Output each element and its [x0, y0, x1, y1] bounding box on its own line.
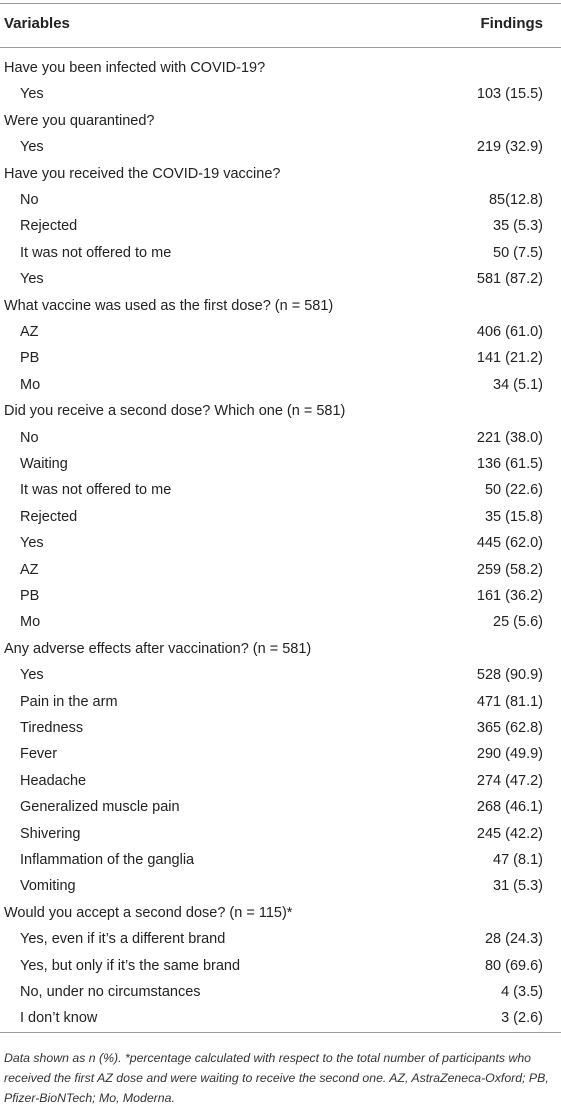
- table-row: [0, 345, 561, 371]
- row-label: Generalized muscle pain: [20, 799, 180, 816]
- row-label: Yes, but only if it’s the same brand: [20, 957, 241, 974]
- table-row: [0, 425, 561, 451]
- row-value: 3 (2.6): [501, 1010, 543, 1027]
- question-row: [0, 293, 561, 319]
- row-label: No: [20, 429, 39, 446]
- question-row: [0, 900, 561, 926]
- row-label: Yes: [20, 667, 44, 684]
- row-value: 25 (5.6): [493, 614, 543, 631]
- table-row: [0, 821, 561, 847]
- table-row: [0, 583, 561, 609]
- table-row: [0, 715, 561, 741]
- row-label: Vomiting: [20, 878, 76, 895]
- table-row: [0, 953, 561, 979]
- row-value: 528 (90.9): [476, 667, 543, 684]
- row-label: Inflammation of the ganglia: [20, 852, 195, 868]
- row-label: Rejected: [20, 218, 78, 235]
- row-label: Pain in the arm: [20, 693, 118, 710]
- row-value: 50 (7.5): [493, 244, 543, 261]
- row-value: 4 (3.5): [501, 984, 543, 1000]
- row-value: 290 (49.9): [476, 746, 543, 763]
- table-row: [0, 319, 561, 345]
- question-label: Did you receive a second dose? Which one (n = 581): [4, 403, 346, 420]
- row-label: Fever: [20, 746, 58, 763]
- row-label: Tiredness: [20, 720, 84, 736]
- row-label: I don’t know: [20, 1010, 98, 1027]
- row-label: It was not offered to me: [20, 244, 172, 261]
- header-findings: Findings: [480, 15, 543, 32]
- row-label: PB: [20, 588, 40, 604]
- table-row: [0, 451, 561, 477]
- table-row: [0, 741, 561, 767]
- table-row: [0, 847, 561, 873]
- row-label: Yes: [20, 139, 44, 156]
- row-value: 274 (47.2): [476, 772, 543, 789]
- row-label: Mo: [20, 376, 41, 393]
- row-value: 445 (62.0): [476, 535, 543, 552]
- row-value: 141 (21.2): [476, 350, 543, 367]
- table-row: [0, 662, 561, 688]
- row-label: Yes: [20, 271, 44, 288]
- row-label: AZ: [20, 561, 39, 578]
- row-value: 50 (22.6): [484, 482, 543, 499]
- table-row: [0, 557, 561, 583]
- header-rule: [0, 47, 561, 48]
- row-value: 259 (58.2): [476, 561, 543, 578]
- row-label: No, under no circumstances: [20, 984, 201, 1000]
- table-row: [0, 926, 561, 952]
- row-label: Mo: [20, 614, 41, 631]
- bottom-rule: [0, 1032, 561, 1033]
- row-label: Yes: [20, 86, 44, 103]
- row-label: Yes, even if it’s a different brand: [20, 931, 226, 948]
- question-label: What vaccine was used as the first dose? (n = 581): [4, 297, 334, 314]
- row-value: 219 (32.9): [476, 139, 543, 156]
- row-value: 103 (15.5): [476, 86, 543, 103]
- row-label: It was not offered to me: [20, 482, 172, 499]
- question-label: Were you quarantined?: [4, 112, 155, 129]
- row-value: 47 (8.1): [493, 852, 543, 868]
- table-row: [0, 240, 561, 266]
- table-row: [0, 477, 561, 503]
- row-value: 406 (61.0): [476, 324, 543, 340]
- row-label: Waiting: [20, 456, 68, 472]
- question-row: [0, 636, 561, 662]
- table-row: [0, 530, 561, 556]
- row-label: PB: [20, 350, 40, 367]
- row-label: Rejected: [20, 508, 78, 525]
- table-row: [0, 873, 561, 899]
- question-row: [0, 161, 561, 187]
- row-value: 31 (5.3): [493, 878, 543, 895]
- table-row: [0, 134, 561, 160]
- table-row: [0, 794, 561, 820]
- question-row: [0, 108, 561, 134]
- question-row: [0, 55, 561, 81]
- question-label: Any adverse effects after vaccination? (n = 581): [4, 640, 312, 657]
- row-value: 85(12.8): [488, 192, 543, 208]
- table-row: [0, 689, 561, 715]
- question-label: Have you received the COVID-19 vaccine?: [4, 165, 281, 182]
- question-row: [0, 398, 561, 424]
- row-value: 471 (81.1): [476, 693, 543, 710]
- row-value: 28 (24.3): [484, 931, 543, 948]
- table-row: [0, 504, 561, 530]
- table-row: [0, 1005, 561, 1031]
- table-row: [0, 768, 561, 794]
- row-label: Shivering: [20, 825, 81, 842]
- row-label: No: [20, 192, 39, 208]
- row-value: 161 (36.2): [476, 588, 543, 604]
- table-row: [0, 187, 561, 213]
- table-row: [0, 213, 561, 239]
- row-value: 268 (46.1): [476, 799, 543, 816]
- row-value: 581 (87.2): [476, 271, 543, 288]
- row-label: Yes: [20, 535, 44, 552]
- row-value: 35 (5.3): [493, 218, 543, 235]
- table-row: [0, 81, 561, 107]
- table-row: [0, 266, 561, 292]
- table-footnote: Data shown as n (%). *percentage calculated with respect to the total number of participants who received the first AZ dose and were waiting to receive the second one. AZ, AstraZeneca-Oxford; PB, Pfizer-BioNTech; Mo, Moderna.: [4, 1051, 549, 1105]
- row-value: 34 (5.1): [493, 376, 543, 393]
- row-value: 80 (69.6): [484, 957, 543, 974]
- top-rule: [0, 3, 561, 4]
- question-label: Have you been infected with COVID-19?: [4, 60, 266, 76]
- row-value: 221 (38.0): [476, 429, 543, 446]
- header-variables: Variables: [4, 15, 70, 32]
- table-row: [0, 609, 561, 635]
- table-row: [0, 372, 561, 398]
- row-value: 245 (42.2): [476, 825, 543, 842]
- row-value: 35 (15.8): [484, 508, 543, 525]
- row-value: 136 (61.5): [476, 456, 543, 472]
- row-label: Headache: [20, 772, 87, 789]
- table-row: [0, 979, 561, 1005]
- row-label: AZ: [20, 324, 39, 340]
- question-label: Would you accept a second dose? (n = 115)*: [4, 904, 293, 921]
- row-value: 365 (62.8): [476, 720, 543, 736]
